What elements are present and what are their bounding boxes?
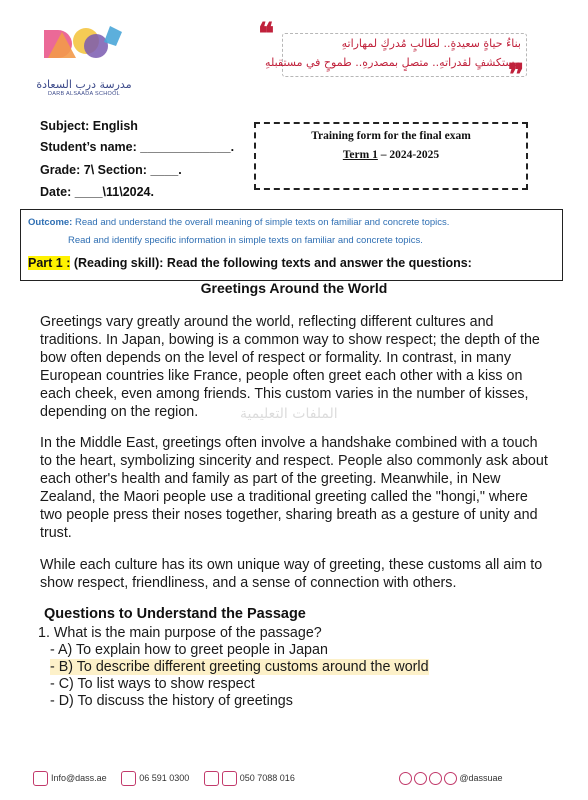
- youtube-icon: [429, 772, 442, 785]
- phone-text: 06 591 0300: [139, 772, 190, 783]
- school-name-arabic: مدرسة درب السعادة: [36, 78, 132, 91]
- footer-email: [33, 771, 107, 786]
- slogan-line-2: مستكشفٍ لقدراتهِ.. متصلٍ بمصدرهِ.. طموحٍ في مستقبلهِ: [265, 56, 521, 69]
- student-name-line: Student’s name: _____________.: [40, 140, 235, 154]
- grade-line: Grade: 7\ Section: ____.: [40, 163, 182, 177]
- subject-line: Subject: English: [40, 119, 138, 133]
- term-label: Term 1: [342, 149, 378, 161]
- exam-term: [254, 149, 528, 161]
- outcome-label: Outcome:: [28, 217, 73, 228]
- option-b: [50, 659, 429, 675]
- instagram-icon: [414, 772, 427, 785]
- option-c: - C) To list ways to show respect: [50, 676, 255, 692]
- open-quote-icon: ❝: [258, 17, 275, 52]
- phone-icon: [121, 771, 136, 786]
- social-text: @dassuae: [459, 772, 503, 783]
- part-heading: [28, 256, 472, 270]
- paragraph-1: Greetings vary greatly around the world, reflecting different cultures and traditions. In Japan, bowing is a common way to show respect; the depth of the bow often depends on the level of respect or formality. In contrast, in many European countries like France, people often greet each other with a kiss on each cheek, even among friends. This custom varies in the number of kisses, depending on the region.: [40, 314, 540, 420]
- school-name-english: DARB ALSAADA SCHOOL: [47, 91, 121, 97]
- footer-mobile: [204, 771, 295, 786]
- option-b-highlight: - B) To describe different greeting customs around the world: [50, 659, 429, 675]
- email-text: Info@dass.ae: [51, 772, 107, 783]
- exam-title: Training form for the final exam: [311, 130, 471, 142]
- mobile-text: 050 7088 016: [239, 772, 295, 783]
- slogan-line-1: بناءُ حياةٍ سعيدةٍ.. لطالبٍ مُدركٍ لمهاراتهِ: [341, 37, 521, 50]
- outcome-line-1: [28, 217, 449, 228]
- paragraph-2: In the Middle East, greetings often involve a handshake combined with a touch to the heart, symbolizing sincerity and respect. People also commonly ask about each other's health and family as part of the greeting. Meanwhile, in New Zealand, the Maori people use a traditional greeting called the "hongi," where two people press their noses together, sharing breath as a gesture of unity and trust.: [40, 435, 548, 541]
- close-quote-icon: ❞: [508, 58, 525, 93]
- mobile-icon: [204, 771, 219, 786]
- email-icon: [33, 771, 48, 786]
- question-1: 1. What is the main purpose of the passage?: [38, 625, 322, 641]
- outcome-text-1: Read and understand the overall meaning of simple texts on familiar and concrete topics.: [72, 217, 450, 228]
- footer-social: [399, 772, 502, 785]
- whatsapp-icon: [222, 771, 237, 786]
- facebook-icon: [399, 772, 412, 785]
- questions-heading: Questions to Understand the Passage: [44, 606, 306, 622]
- at-icon: [444, 772, 457, 785]
- passage-title: Greetings Around the World: [200, 280, 388, 296]
- watermark: الملفات التعليمية: [240, 406, 338, 422]
- option-d: - D) To discuss the history of greetings: [50, 693, 293, 709]
- outcome-line-2: Read and identify specific information in simple texts on familiar and concrete topics.: [68, 235, 423, 246]
- part-label: Part 1 :: [28, 256, 71, 270]
- term-year: – 2024-2025: [377, 149, 440, 161]
- footer: [33, 771, 515, 786]
- option-a: - A) To explain how to greet people in Japan: [50, 642, 328, 658]
- date-line: Date: ____\11\2024.: [40, 185, 154, 199]
- paragraph-3: While each culture has its own unique way of greeting, these customs all aim to show respect, friendliness, and a sense of connection with others.: [40, 557, 543, 591]
- footer-phone: [121, 771, 189, 786]
- part-instruction: (Reading skill): Read the following texts and answer the questions:: [70, 256, 472, 270]
